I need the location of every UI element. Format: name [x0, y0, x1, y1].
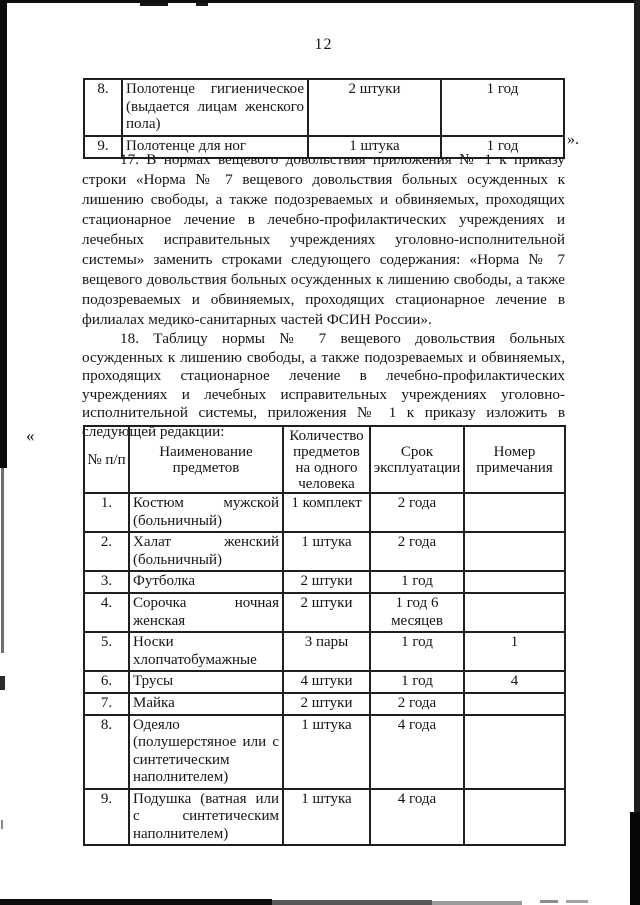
item-name-cell: Полотенце гигиеническое (выдается лицам женского пола) [122, 79, 308, 136]
paragraph-18: 18. Таблицу нормы № 7 вещевого довольствия больных осужденных к лишению свободы, а также подозреваемых и обвиняемых, проходящих стационарное лечение в лечебно-профилактических учреждениях и лечебных исправительных учреждениях уголовно-исполнительной системы, приложения № 1 к приказу изложить в следующей редакции: [82, 330, 565, 440]
col-header-quantity: Количество предметов на одного человека [283, 426, 370, 493]
quantity-cell: 1 комплект [283, 493, 370, 532]
term-cell: 1 год 6 месяцев [370, 593, 464, 632]
row-number-cell: 8. [84, 79, 122, 136]
row-number-cell: 2. [84, 532, 129, 571]
note-cell [464, 715, 565, 789]
note-cell [464, 493, 565, 532]
term-cell: 1 год [441, 79, 564, 136]
quantity-cell: 2 штуки [283, 693, 370, 715]
closing-quote-mark: ». [567, 131, 579, 148]
row-number-cell: 5. [84, 632, 129, 671]
term-cell: 2 года [370, 693, 464, 715]
term-cell: 1 год [370, 632, 464, 671]
scan-mark [1, 820, 3, 829]
page-number: 12 [314, 36, 333, 53]
col-header-note: Номер примечания [464, 426, 565, 493]
note-cell: 4 [464, 671, 565, 693]
row-number-cell: 7. [84, 693, 129, 715]
note-cell [464, 571, 565, 593]
term-cell: 2 года [370, 493, 464, 532]
term-cell: 2 года [370, 532, 464, 571]
quantity-cell: 4 штуки [283, 671, 370, 693]
scan-edge-right-bottom [630, 812, 640, 905]
item-name-cell: Носки хлопчатобумажные [129, 632, 283, 671]
scan-mark [196, 3, 208, 6]
row-number-cell: 6. [84, 671, 129, 693]
table-header-row [84, 426, 565, 493]
scan-edge-bottom [432, 901, 522, 905]
table-row [84, 671, 565, 693]
item-name-cell: Футболка [129, 571, 283, 593]
note-cell [464, 593, 565, 632]
term-cell: 4 года [370, 789, 464, 846]
row-number-cell: 9. [84, 789, 129, 846]
scan-edge-left [0, 0, 7, 468]
norm7-table [83, 425, 566, 846]
item-name-cell: Халат женский (больничный) [129, 532, 283, 571]
quantity-cell: 1 штука [283, 532, 370, 571]
row-number-cell: 9. [84, 136, 122, 158]
scan-mark [140, 3, 168, 6]
note-cell [464, 532, 565, 571]
note-cell [464, 693, 565, 715]
scan-edge-top [0, 0, 640, 3]
row-number-cell: 4. [84, 593, 129, 632]
col-header-term: Срок эксплуатации [370, 426, 464, 493]
quantity-cell: 1 штука [283, 789, 370, 846]
quantity-cell: 2 штуки [283, 571, 370, 593]
note-cell [464, 789, 565, 846]
item-name-cell: Полотенце для ног [122, 136, 308, 158]
paragraph-17: 17. В нормах вещевого довольствия приложения № 1 к приказу строки «Норма № 7 вещевого довольствия больных осужденных к лишению свободы, а также подозреваемых и обвиняемых, проходящих стационарное лечение в лечебно-профилактических учреждениях и лечебных исправительных учреждениях уголовно-исполнительной системы» заменить строками следующего содержания: «Норма № 7 вещевого довольствия больных осужденных к лишению свободы, а также подозреваемых и обвиняемых, проходящих стационарное лечение в филиалах медико-санитарных частей ФСИН России». [82, 151, 565, 328]
col-header-number: № п/п [84, 426, 129, 493]
row-number-cell: 1. [84, 493, 129, 532]
note-cell: 1 [464, 632, 565, 671]
term-cell: 4 года [370, 715, 464, 789]
quantity-cell: 2 штуки [283, 593, 370, 632]
quantity-cell: 3 пары [283, 632, 370, 671]
col-header-name: Наименование предметов [129, 426, 283, 493]
table-row [84, 789, 565, 846]
term-cell: 1 год [370, 671, 464, 693]
item-name-cell: Костюм мужской (больничный) [129, 493, 283, 532]
table-row [84, 571, 565, 593]
table-row [84, 715, 565, 789]
table-row [84, 632, 565, 671]
table-row [84, 493, 565, 532]
table-row [84, 532, 565, 571]
row-number-cell: 3. [84, 571, 129, 593]
table-row [84, 693, 565, 715]
item-name-cell: Сорочка ночная женская [129, 593, 283, 632]
table-row [84, 79, 564, 136]
scan-mark [0, 676, 5, 690]
quantity-cell: 1 штука [308, 136, 441, 158]
item-name-cell: Одеяло (полушерстяное или с синтетическим наполнителем) [129, 715, 283, 789]
scan-edge-bottom [0, 899, 272, 905]
item-name-cell: Майка [129, 693, 283, 715]
item-name-cell: Трусы [129, 671, 283, 693]
scan-edge-bottom [272, 900, 432, 905]
scan-edge-right [634, 0, 640, 905]
quantity-cell: 2 штуки [308, 79, 441, 136]
term-cell: 1 год [441, 136, 564, 158]
towel-norm-table [83, 78, 565, 159]
row-number-cell: 8. [84, 715, 129, 789]
quantity-cell: 1 штука [283, 715, 370, 789]
term-cell: 1 год [370, 571, 464, 593]
scan-edge-left-thin [1, 468, 4, 653]
scan-mark [566, 900, 588, 903]
item-name-cell: Подушка (ватная или с синтетическим наполнителем) [129, 789, 283, 846]
scan-mark [540, 900, 558, 903]
opening-quote-mark: « [26, 426, 35, 445]
table-row [84, 593, 565, 632]
